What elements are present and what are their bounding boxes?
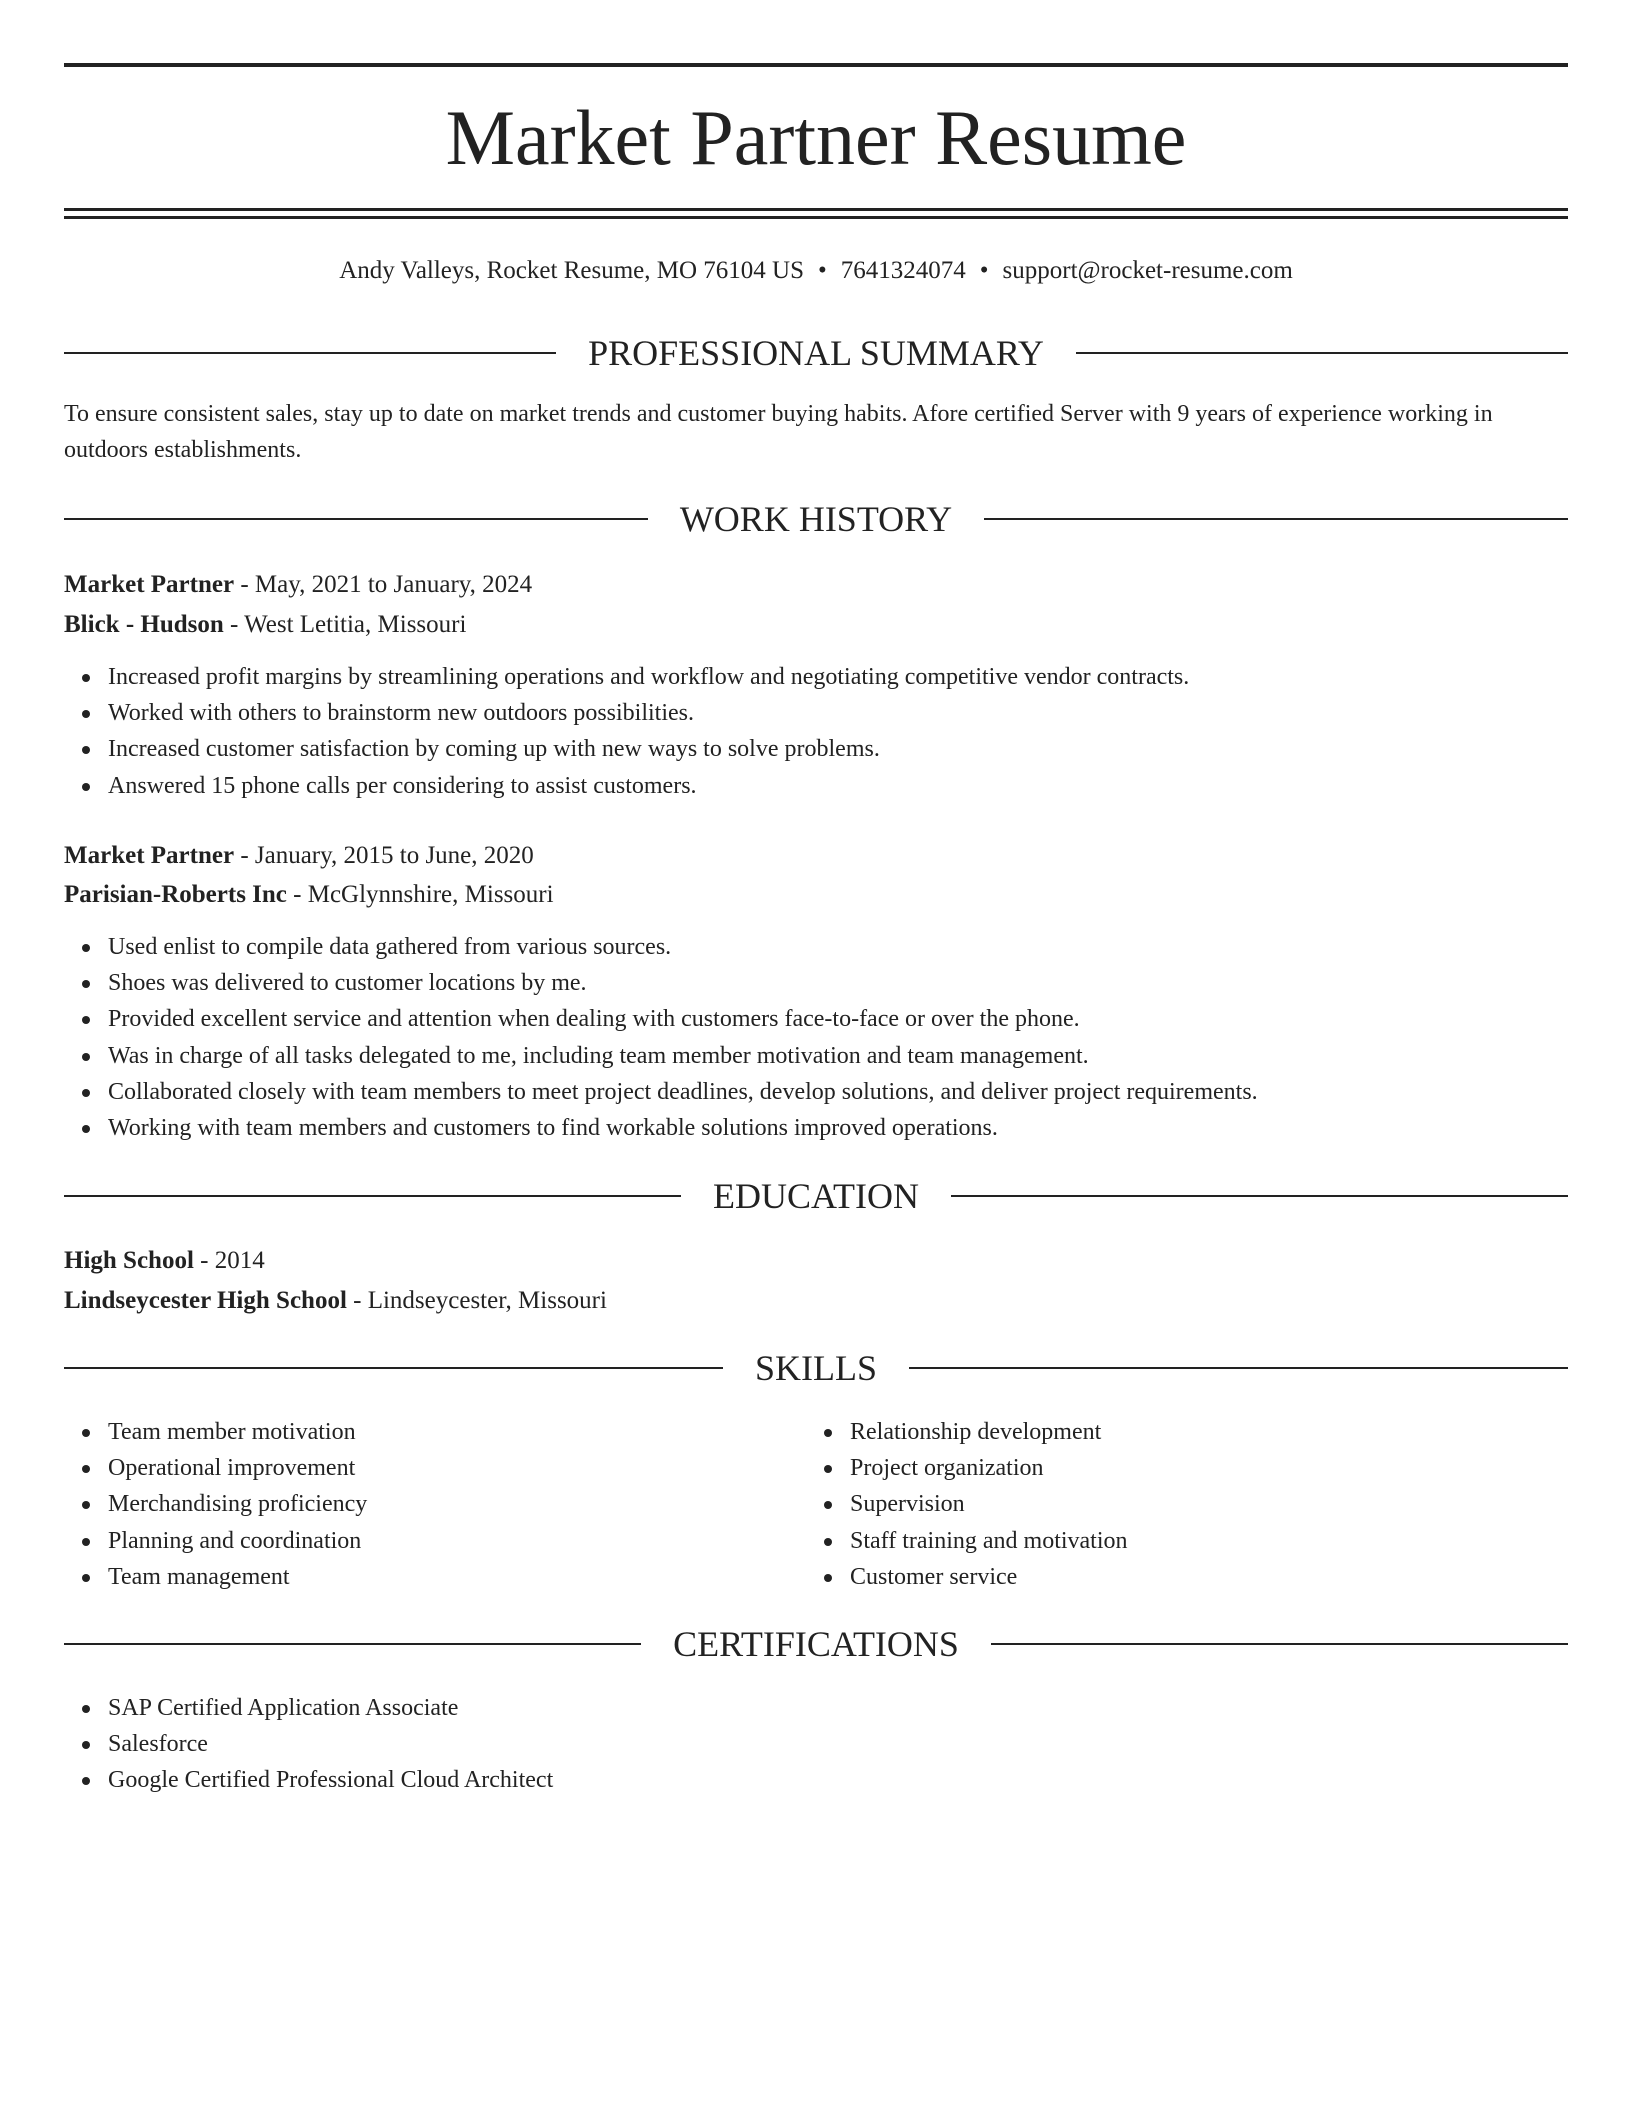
skill-item: Operational improvement bbox=[108, 1450, 367, 1486]
skill-item: Planning and coordination bbox=[108, 1523, 367, 1559]
job-title: Market Partner bbox=[64, 571, 235, 598]
certification-item: SAP Certified Application Associate bbox=[108, 1690, 553, 1726]
section-work-history bbox=[64, 497, 1568, 541]
skill-item: Staff training and motivation bbox=[850, 1523, 1128, 1559]
job-title-line bbox=[64, 567, 1568, 603]
contact-email: support@rocket-resume.com bbox=[1002, 257, 1293, 284]
skill-item: Relationship development bbox=[850, 1414, 1128, 1450]
job-dates: - January, 2015 to June, 2020 bbox=[234, 842, 534, 869]
section-skills bbox=[64, 1346, 1568, 1390]
section-rule bbox=[951, 1195, 1568, 1197]
list-item: Provided excellent service and attention when dealing with customers face-to-face or over the phone. bbox=[108, 1001, 1258, 1037]
list-item: Increased customer satisfaction by coming up with new ways to solve problems. bbox=[108, 731, 1189, 767]
skills-list-left bbox=[64, 1414, 367, 1595]
skill-item: Customer service bbox=[850, 1559, 1128, 1595]
contact-separator: • bbox=[817, 257, 827, 284]
job-location: - McGlynnshire, Missouri bbox=[286, 881, 554, 908]
section-rule bbox=[909, 1367, 1568, 1369]
education-location: - Lindseycester, Missouri bbox=[346, 1287, 607, 1314]
section-education bbox=[64, 1174, 1568, 1218]
job-company: Blick - Hudson bbox=[64, 611, 224, 638]
section-title: PROFESSIONAL SUMMARY bbox=[588, 333, 1044, 373]
list-item: Collaborated closely with team members to meet project deadlines, develop solutions, and deliver project requirements. bbox=[108, 1074, 1258, 1110]
list-item: Worked with others to brainstorm new outdoors possibilities. bbox=[108, 695, 1189, 731]
skill-item: Team member motivation bbox=[108, 1414, 367, 1450]
job-company-line bbox=[64, 607, 1568, 643]
section-rule bbox=[64, 518, 648, 520]
job-bullets bbox=[64, 659, 1189, 804]
section-summary bbox=[64, 331, 1568, 375]
section-title: SKILLS bbox=[755, 1348, 878, 1388]
certification-item: Google Certified Professional Cloud Architect bbox=[108, 1762, 553, 1798]
skill-item: Supervision bbox=[850, 1486, 1128, 1522]
section-title: WORK HISTORY bbox=[679, 499, 953, 539]
section-title: CERTIFICATIONS bbox=[673, 1624, 959, 1664]
section-rule bbox=[64, 352, 556, 354]
header-bottom-rule-2 bbox=[64, 216, 1568, 219]
certification-item: Salesforce bbox=[108, 1726, 553, 1762]
contact-line bbox=[64, 254, 1568, 288]
job-company: Parisian-Roberts Inc bbox=[64, 881, 287, 908]
education-degree: High School bbox=[64, 1247, 194, 1274]
section-rule bbox=[1076, 352, 1568, 354]
education-school-line bbox=[64, 1283, 1568, 1319]
job-company-line bbox=[64, 877, 1568, 913]
list-item: Shoes was delivered to customer locations by me. bbox=[108, 965, 1258, 1001]
contact-separator: • bbox=[979, 257, 989, 284]
list-item: Working with team members and customers to find workable solutions improved operations. bbox=[108, 1110, 1258, 1146]
education-school: Lindseycester High School bbox=[64, 1287, 347, 1314]
list-item: Used enlist to compile data gathered from various sources. bbox=[108, 929, 1258, 965]
list-item: Was in charge of all tasks delegated to me, including team member motivation and team management. bbox=[108, 1038, 1258, 1074]
job-bullets bbox=[64, 929, 1258, 1146]
skill-item: Project organization bbox=[850, 1450, 1128, 1486]
job-title: Market Partner bbox=[64, 842, 235, 869]
page-title: Market Partner Resume bbox=[445, 94, 1187, 181]
summary-text: To ensure consistent sales, stay up to date on market trends and customer buying habits. Afore certified Server with 9 years of experience working in outdoors establishments. bbox=[64, 401, 1493, 463]
section-rule bbox=[991, 1643, 1568, 1645]
job-location: - West Letitia, Missouri bbox=[223, 611, 467, 638]
header-top-rule bbox=[64, 63, 1568, 67]
section-rule bbox=[64, 1195, 681, 1197]
contact-address: Andy Valleys, Rocket Resume, MO 76104 US bbox=[339, 257, 804, 284]
skills-list-right bbox=[806, 1414, 1128, 1595]
contact-phone: 7641324074 bbox=[840, 257, 966, 284]
section-title: EDUCATION bbox=[713, 1176, 919, 1216]
list-item: Increased profit margins by streamlining operations and workflow and negotiating competitive vendor contracts. bbox=[108, 659, 1189, 695]
section-rule bbox=[984, 518, 1568, 520]
header-bottom-rule bbox=[64, 208, 1568, 211]
job-dates: - May, 2021 to January, 2024 bbox=[234, 571, 533, 598]
education-year: - 2014 bbox=[193, 1247, 265, 1274]
skill-item: Merchandising proficiency bbox=[108, 1486, 367, 1522]
section-rule bbox=[64, 1643, 641, 1645]
job-title-line bbox=[64, 838, 1568, 874]
list-item: Answered 15 phone calls per considering to assist customers. bbox=[108, 768, 1189, 804]
section-rule bbox=[64, 1367, 723, 1369]
education-degree-line bbox=[64, 1243, 1568, 1279]
certifications-list bbox=[64, 1690, 553, 1799]
section-certifications bbox=[64, 1622, 1568, 1666]
skill-item: Team management bbox=[108, 1559, 367, 1595]
